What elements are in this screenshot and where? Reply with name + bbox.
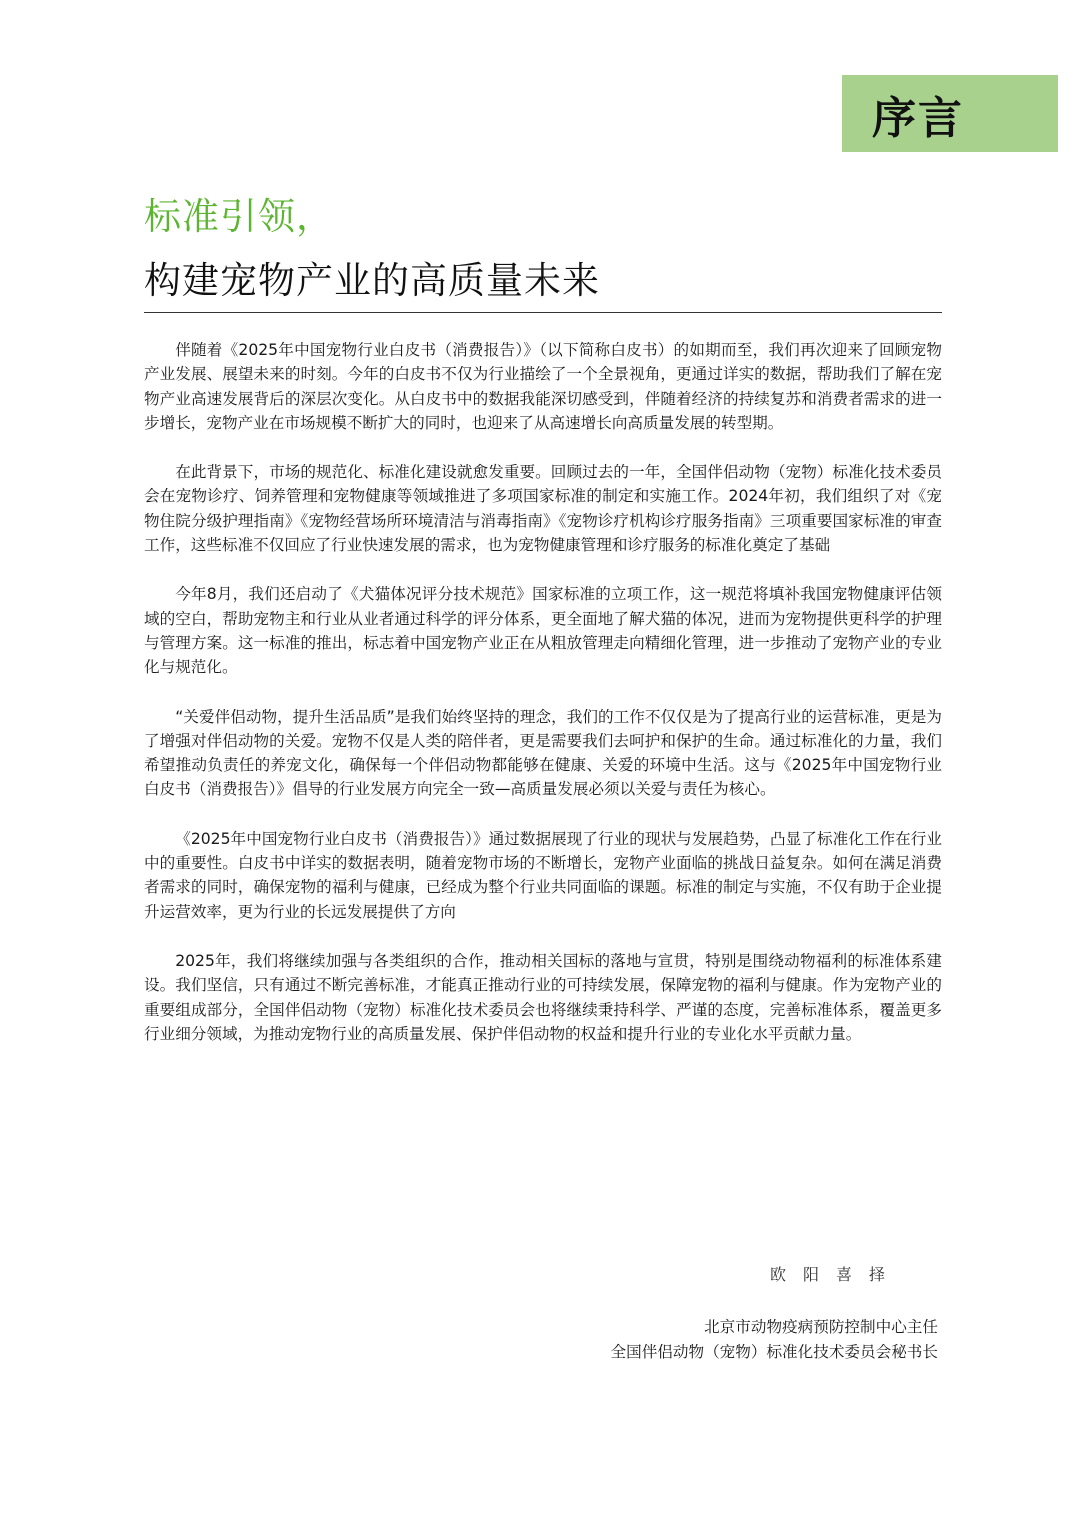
paragraph-1: 伴随着《2025年中国宠物行业白皮书（消费报告）》（以下简称白皮书）的如期而至，我们再次迎来了回顾宠物产业发展、展望未来的时刻。今年的白皮书不仅为行业描绘了一个全景视角，更通过详实的数据，帮助我们了解在宠物产业高速发展背后的深层次变化。从白皮书中的数据我能深切感受到，伴随着经济的持续复苏和消费者需求的进一步增长，宠物产业在市场规模不断扩大的同时，也迎来了从高速增长向高质量发展的转型期。 bbox=[144, 341, 942, 432]
paragraph-4: “关爱伴侣动物，提升生活品质”是我们始终坚持的理念，我们的工作不仅仅是为了提高行业的运营标准，更是为了增强对伴侣动物的关爱。宠物不仅是人类的陪伴者，更是需要我们去呵护和保护的生命。通过标准化的力量，我们希望推动负责任的养宠文化，确保每一个伴侣动物都能够在健康、关爱的环境中生活。这与《2025年中国宠物行业白皮书（消费报告）》倡导的行业发展方向完全一致—高质量发展必须以关爱与责任为核心。 bbox=[144, 707, 942, 799]
body-text bbox=[144, 338, 942, 1071]
title-line-1: 标准引领， bbox=[144, 195, 334, 238]
paragraph-3: 今年8月，我们还启动了《犬猫体况评分技术规范》国家标准的立项工作，这一规范将填补我国宠物健康评估领域的空白，帮助宠物主和行业从业者通过科学的评分体系，更全面地了解犬猫的体况，进而为宠物提供更科学的护理与管理方案。这一标准的推出，标志着中国宠物产业正在从粗放管理走向精细化管理，进一步推动了宠物产业的专业化与规范化。 bbox=[144, 585, 942, 677]
paragraph-2: 在此背景下，市场的规范化、标准化建设就愈发重要。回顾过去的一年，全国伴侣动物（宠物）标准化技术委员会在宠物诊疗、饲养管理和宠物健康等领域推进了多项国家标准的制定和实施工作。2024年初，我们组织了对《宠物住院分级护理指南》《宠物经营场所环境清洁与消毒指南》《宠物诊疗机构诊疗服务指南》三项重要国家标准的审查工作，这些标准不仅回应了行业快速发展的需求，也为宠物健康管理和诊疗服务的标准化奠定了基础 bbox=[144, 463, 942, 555]
signature-name: 欧阳喜择 bbox=[770, 1265, 903, 1284]
signature-title-2: 全国伴侣动物（宠物）标准化技术委员会秘书长 bbox=[610, 1343, 938, 1361]
paragraph-5: 《2025年中国宠物行业白皮书（消费报告）》通过数据展现了行业的现状与发展趋势，凸显了标准化工作在行业中的重要性。白皮书中详实的数据表明，随着宠物市场的不断增长，宠物产业面临的挑战日益复杂。如何在满足消费者需求的同时，确保宠物的福利与健康，已经成为整个行业共同面临的课题。标准的制定与实施，不仅有助于企业提升运营效率，更为行业的长远发展提供了方向 bbox=[144, 829, 942, 921]
section-tab-label: 序言 bbox=[872, 92, 964, 144]
title-line-2: 构建宠物产业的高质量未来 bbox=[144, 259, 600, 302]
paragraph-6: 2025年，我们将继续加强与各类组织的合作，推动相关国标的落地与宣贯，特别是围绕动物福利的标准体系建设。我们坚信，只有通过不断完善标准，才能真正推动行业的可持续发展，保障宠物的福利与健康。作为宠物产业的重要组成部分，全国伴侣动物（宠物）标准化技术委员会也将继续秉持科学、严谨的态度，完善标准体系，覆盖更多行业细分领域，为推动宠物行业的高质量发展、保护伴侣动物的权益和提升行业的专业化水平贡献力量。 bbox=[144, 951, 942, 1043]
title-divider bbox=[144, 312, 942, 313]
signature-title-1: 北京市动物疫病预防控制中心主任 bbox=[704, 1318, 938, 1336]
section-tab bbox=[842, 75, 1058, 152]
